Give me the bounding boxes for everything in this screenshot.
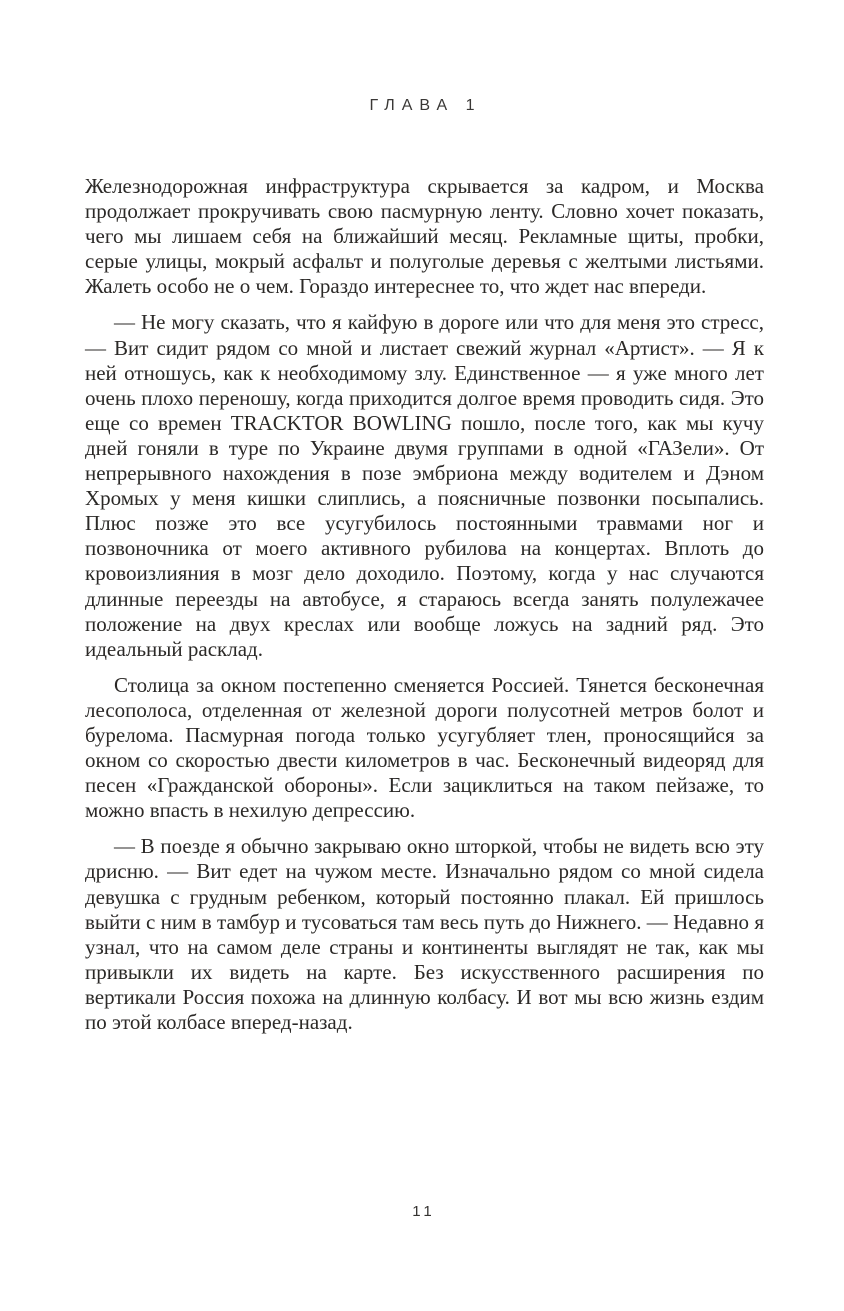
- page-number: 11: [412, 1203, 436, 1220]
- chapter-heading: ГЛАВА 1: [369, 97, 482, 114]
- paragraph-3: Столица за окном постепенно сменяется Россией. Тянется бесконечная лесополоса, отделенная от железной дороги полусотней метров болот и бурелома. Пасмурная погода только усугубляет тлен, проносящийся за окном со скоростью двести километров в час. Бесконечный видеоряд для песен «Гражданской обороны». Если зациклиться на таком пейзаже, то можно впасть в нехилую депрессию.: [85, 672, 764, 823]
- paragraph-2: — Не могу сказать, что я кайфую в дороге или что для меня это стресс, — Вит сидит рядом со мной и листает свежий журнал «Артист». — Я к ней отношусь, как к необходимому злу. Единственное — я уже много лет очень плохо переношу, когда приходится долгое время проводить сидя. Это еще со времен TRACKTOR BOWLING пошло, после того, как мы кучу дней гоняли в туре по Украине двумя группами в одной «ГАЗели». От непрерывного нахождения в позе эмбриона между водителем и Дэном Хромых у меня кишки слиплись, а поясничные позвонки посыпались. Плюс позже это все усугубилось постоянными травмами ног и позвоночника от моего активного рубилова на концертах. Вплоть до кровоизлияния в мозг дело доходило. Поэтому, когда у нас случаются длинные переезды на автобусе, я стараюсь всегда занять полулежачее положение на двух креслах или вообще ложусь на задний ряд. Это идеальный расклад.: [85, 310, 764, 661]
- body-text: [85, 174, 764, 1046]
- paragraph-4: — В поезде я обычно закрываю окно шторкой, чтобы не видеть всю эту дрисню. — Вит едет на чужом месте. Изначально рядом со мной сидела девушка с грудным ребенком, который постоянно плакал. Ей пришлось выйти с ним в тамбур и тусоваться там весь путь до Нижнего. — Недавно я узнал, что на самом деле страны и континенты выглядят не так, как мы привыкли их видеть на карте. Без искусственного расширения по вертикали Россия похожа на длинную колбасу. И вот мы всю жизнь ездим по этой колбасе вперед-назад.: [85, 834, 764, 1034]
- paragraph-1: Железнодорожная инфраструктура скрывается за кадром, и Москва продолжает прокручивать свою пасмурную ленту. Словно хочет показать, чего мы лишаем себя на ближайший месяц. Рекламные щиты, пробки, серые улицы, мокрый асфальт и полуголые деревья с желтыми листьями. Жалеть особо не о чем. Гораздо интереснее то, что ждет нас впереди.: [85, 174, 764, 299]
